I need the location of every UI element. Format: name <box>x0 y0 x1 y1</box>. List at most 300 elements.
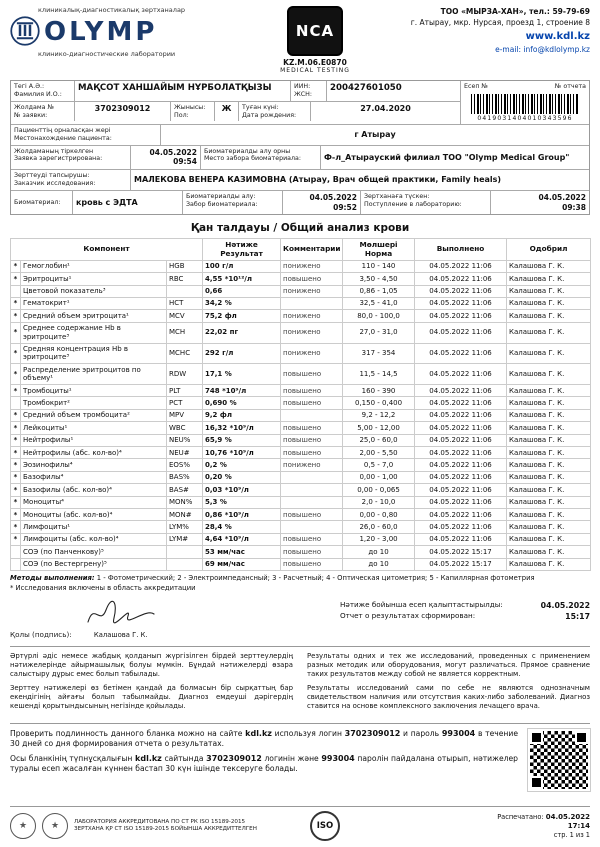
printed-date: 04.05.2022 <box>545 812 590 821</box>
norm-range: 1,20 - 3,00 <box>343 533 415 545</box>
result-value: 9,2 фл <box>203 409 281 421</box>
accreditation-note: * Исследования включены в область аккредитации <box>10 583 196 592</box>
component-code: LYM# <box>167 533 203 545</box>
header-approved: Одобрил <box>507 239 591 261</box>
component-code: NEU# <box>167 447 203 459</box>
result-comment: повышено <box>281 533 343 545</box>
component-code: PLT <box>167 385 203 397</box>
result-row <box>11 343 591 364</box>
performed-datetime: 04.05.2022 11:06 <box>415 434 507 446</box>
sampling-place-label: Биоматериалды алу орны Место забора биоматериала: <box>201 146 321 170</box>
approved-by: Калашова Г. К. <box>507 546 591 558</box>
component-name: Средний объем тромбоцита² <box>21 409 167 421</box>
approved-by: Калашова Г. К. <box>507 409 591 421</box>
header-norm: Мөлшері Норма <box>343 239 415 261</box>
component-name: Базофилы⁴ <box>21 471 167 483</box>
result-value: 0,86 *10⁹/л <box>203 509 281 521</box>
customer-value: МАЛЕКОВА ВЕНЕРА КАЗИМОВНА (Атырау, Врач общей практики, Family heals) <box>134 175 502 185</box>
norm-range: 9,2 - 12,2 <box>343 409 415 421</box>
component-name: Нейтрофилы (абс. кол-во)⁴ <box>21 447 167 459</box>
approved-by: Калашова Г. К. <box>507 260 591 272</box>
accreditation-star: * <box>11 310 21 322</box>
component-code: RDW <box>167 364 203 385</box>
result-row <box>11 409 591 421</box>
component-code: MCV <box>167 310 203 322</box>
registered-datetime: 04.05.2022 09:54 <box>131 146 201 170</box>
accreditation-star: * <box>11 447 21 459</box>
approved-by: Калашова Г. К. <box>507 285 591 297</box>
performed-datetime: 04.05.2022 11:06 <box>415 273 507 285</box>
results-table <box>10 238 591 571</box>
accreditation-star: * <box>11 364 21 385</box>
result-row <box>11 285 591 297</box>
component-name: Гемоглобин¹ <box>21 260 167 272</box>
header-comments: Комментарии <box>281 239 343 261</box>
component-code: HCT <box>167 297 203 309</box>
performed-datetime: 04.05.2022 11:06 <box>415 459 507 471</box>
patient-name-label: Тегі А.Ә.: Фамилия И.О.: <box>11 81 75 101</box>
component-code: NEU% <box>167 434 203 446</box>
result-comment: повышено <box>281 273 343 285</box>
norm-range: 0,00 - 0,065 <box>343 484 415 496</box>
approved-by: Калашова Г. К. <box>507 385 591 397</box>
referral-label: Жолдама № № заявки: <box>11 102 75 122</box>
header-result: Нәтиже Результат <box>203 239 281 261</box>
norm-range: 110 - 140 <box>343 260 415 272</box>
accreditation-star <box>11 285 21 297</box>
company-address: г. Атырау, мкр. Нурсая, проезд 1, строение 8 <box>410 18 590 28</box>
verification-text-kk: Осы бланкінің түпнұсқалығын kdl.kz сайтында 3702309012 логинін және 993004 паролін пайдалана отырып, нәтижелер туралы есеп жасалған күннен бастап 30 күн ішінде тексеруге болады. <box>10 753 518 774</box>
result-row <box>11 558 591 570</box>
disclaimers <box>10 652 590 716</box>
collection-datetime: 04.05.2022 09:52 <box>283 191 361 215</box>
performed-datetime: 04.05.2022 15:17 <box>415 558 507 570</box>
component-name: Эритроциты¹ <box>21 273 167 285</box>
result-comment: понижено <box>281 285 343 297</box>
component-code: BAS% <box>167 471 203 483</box>
result-row <box>11 521 591 533</box>
approved-by: Калашова Г. К. <box>507 422 591 434</box>
performed-datetime: 04.05.2022 11:06 <box>415 285 507 297</box>
norm-range: 160 - 390 <box>343 385 415 397</box>
norm-range: 0,00 - 1,00 <box>343 471 415 483</box>
result-row <box>11 533 591 545</box>
result-comment: повышено <box>281 397 343 409</box>
accreditation-star: * <box>11 509 21 521</box>
performed-datetime: 04.05.2022 11:06 <box>415 343 507 364</box>
component-name: Средняя концентрация Hb в эритроците³ <box>21 343 167 364</box>
result-row <box>11 260 591 272</box>
result-value: 28,4 % <box>203 521 281 533</box>
component-name: Нейтрофилы¹ <box>21 434 167 446</box>
accreditation-star <box>11 546 21 558</box>
accreditation-star <box>11 558 21 570</box>
referral-number: 3702309012 <box>75 102 171 122</box>
norm-range: до 10 <box>343 558 415 570</box>
component-code: MCH <box>167 322 203 343</box>
report-number-cell <box>461 81 589 124</box>
result-row <box>11 310 591 322</box>
component-name: Тромбоциты¹ <box>21 385 167 397</box>
component-code: MON# <box>167 509 203 521</box>
email-link: e-mail: info@kdlolymp.kz <box>495 44 590 54</box>
accreditation-star: * <box>11 422 21 434</box>
result-comment: повышено <box>281 558 343 570</box>
disclaimer-kazakh <box>10 652 293 716</box>
performed-datetime: 04.05.2022 11:06 <box>415 496 507 508</box>
performed-datetime: 04.05.2022 11:06 <box>415 521 507 533</box>
olymp-logo-block <box>10 6 230 58</box>
result-comment <box>281 409 343 421</box>
result-value: 22,02 пг <box>203 322 281 343</box>
accreditation-star: * <box>11 471 21 483</box>
accreditation-star: * <box>11 322 21 343</box>
norm-range: до 10 <box>343 546 415 558</box>
performed-datetime: 04.05.2022 11:06 <box>415 322 507 343</box>
result-value: 17,1 % <box>203 364 281 385</box>
component-code: RBC <box>167 273 203 285</box>
component-code: EOS% <box>167 459 203 471</box>
performed-datetime: 04.05.2022 15:17 <box>415 546 507 558</box>
component-name: Распределение эритроцитов по объему¹ <box>21 364 167 385</box>
accreditation-star: * <box>11 297 21 309</box>
result-comment: понижено <box>281 310 343 322</box>
norm-range: 0,150 - 0,400 <box>343 397 415 409</box>
component-code: MON% <box>167 496 203 508</box>
norm-range: 11,5 - 14,5 <box>343 364 415 385</box>
patient-info-grid <box>10 80 590 215</box>
accreditation-star: * <box>11 385 21 397</box>
result-comment: повышено <box>281 385 343 397</box>
result-row <box>11 496 591 508</box>
accreditation-statement: ЛАБОРАТОРИЯ АККРЕДИТОВАНА ПО СТ РК ISO 15189-2015 ЗЕРТХАНА ҚР СТ ISO 15189-2015 БОЙЫНША АККРЕДИТТЕЛГЕН <box>74 818 257 832</box>
header-performed: Выполнено <box>415 239 507 261</box>
approved-by: Калашова Г. К. <box>507 273 591 285</box>
performed-datetime: 04.05.2022 11:06 <box>415 385 507 397</box>
qr-finder-icon <box>530 776 543 789</box>
approved-by: Калашова Г. К. <box>507 471 591 483</box>
nca-accreditation-block <box>255 6 375 74</box>
approved-by: Калашова Г. К. <box>507 484 591 496</box>
result-comment <box>281 484 343 496</box>
printed-time: 17:14 <box>567 821 590 830</box>
accreditation-star: * <box>11 521 21 533</box>
accreditation-star: * <box>11 409 21 421</box>
component-code: MCHC <box>167 343 203 364</box>
website-link: www.kdl.kz <box>525 30 590 42</box>
component-name: СОЭ (по Вестергрену)⁵ <box>21 558 167 570</box>
printed-info <box>497 813 590 840</box>
norm-range: 27,0 - 31,0 <box>343 322 415 343</box>
result-comment: понижено <box>281 459 343 471</box>
iso-logo: ISO <box>310 811 340 841</box>
header-component: Компонент <box>11 239 203 261</box>
result-value: 5,3 % <box>203 496 281 508</box>
disclaimer-ru-1: Результаты одних и тех же исследований, проведенных с применением разных методик или оборудования, могут различаться. Прямое сравнение таких результатов между собой не является корректным. <box>307 651 590 678</box>
verification-text-ru: Проверить подлинность данного бланка можно на сайте kdl.kz используя логин 3702309012 и пароль 993004 в течение 30 дней со дня формирования отчета о результатах. <box>10 728 518 749</box>
result-value: 16,32 *10⁹/л <box>203 422 281 434</box>
component-name: Лимфоциты (абс. кол-во)⁴ <box>21 533 167 545</box>
sex-label: Жынысы: Пол: <box>171 102 215 122</box>
iin-label: ИИН: ЖСН: <box>291 81 327 101</box>
norm-range: 317 - 354 <box>343 343 415 364</box>
signature-section <box>10 600 590 639</box>
component-name: Лимфоциты¹ <box>21 521 167 533</box>
accreditation-star: * <box>11 496 21 508</box>
accreditation-star <box>11 397 21 409</box>
component-name: Средний объем эритроцита¹ <box>21 310 167 322</box>
component-code: PCT <box>167 397 203 409</box>
norm-range: 26,0 - 60,0 <box>343 521 415 533</box>
component-code: MPV <box>167 409 203 421</box>
printed-label: Распечатано: <box>497 812 544 821</box>
norm-range: 80,0 - 100,0 <box>343 310 415 322</box>
performed-datetime: 04.05.2022 11:06 <box>415 260 507 272</box>
result-comment: понижено <box>281 260 343 272</box>
verification-section <box>10 729 590 791</box>
accreditation-star: * <box>11 533 21 545</box>
divider <box>10 646 590 647</box>
customer-label: Зерттеуді тапсырушы: Заказчик исследования: <box>11 170 131 190</box>
component-code: HGB <box>167 260 203 272</box>
norm-range: 5,00 - 12,00 <box>343 422 415 434</box>
performed-datetime: 04.05.2022 11:06 <box>415 509 507 521</box>
result-comment: повышено <box>281 447 343 459</box>
result-row <box>11 397 591 409</box>
result-value: 292 г/л <box>203 343 281 364</box>
component-name: Моноциты (абс. кол-во)⁴ <box>21 509 167 521</box>
accreditation-star: * <box>11 273 21 285</box>
collection-label: Биоматериалды алу: Забор биоматериала: <box>183 191 283 215</box>
result-value: 748 *10⁹/л <box>203 385 281 397</box>
report-generated-block <box>340 600 590 623</box>
result-value: 0,2 % <box>203 459 281 471</box>
result-comment: повышено <box>281 422 343 434</box>
result-row <box>11 546 591 558</box>
norm-range: 2,00 - 5,50 <box>343 447 415 459</box>
result-comment: повышено <box>281 546 343 558</box>
sampling-place-value: Ф-л_Атырауский филиал ТОО "Olymp Medical Group" <box>324 152 570 162</box>
result-value: 53 мм/час <box>203 546 281 558</box>
signature-handwriting-icon <box>82 600 160 639</box>
birthdate-label: Туған күні: Дата рождения: <box>239 102 311 122</box>
result-value: 75,2 фл <box>203 310 281 322</box>
report-header <box>10 6 590 74</box>
result-comment <box>281 471 343 483</box>
norm-range: 0,86 - 1,05 <box>343 285 415 297</box>
footer-bar <box>10 806 590 841</box>
certificate-type: MEDICAL TESTING <box>280 67 350 74</box>
signer-name: Калашова Г. К. <box>93 630 148 639</box>
registered-label: Жолдаманың тіркелген Заявка зарегистрирована: <box>11 146 131 170</box>
component-code <box>167 546 203 558</box>
patient-location-label: Пациенттің орналасқан жері Местонахождение пациента: <box>11 125 161 145</box>
result-comment: повышено <box>281 434 343 446</box>
disclaimer-russian <box>307 652 590 716</box>
qr-code <box>528 729 590 791</box>
component-name: Гематокрит¹ <box>21 297 167 309</box>
result-row <box>11 364 591 385</box>
norm-range: 32,5 - 41,0 <box>343 297 415 309</box>
result-value: 69 мм/час <box>203 558 281 570</box>
approved-by: Калашова Г. К. <box>507 521 591 533</box>
result-comment: понижено <box>281 343 343 364</box>
result-comment: повышено <box>281 364 343 385</box>
component-name: Эозинофилы⁴ <box>21 459 167 471</box>
component-code <box>167 558 203 570</box>
certificate-number: KZ.M.06.E0870 <box>283 58 347 67</box>
performed-datetime: 04.05.2022 11:06 <box>415 484 507 496</box>
sex-value: Ж <box>215 102 239 122</box>
report-number-label-kk: Есеп № <box>464 83 488 90</box>
performed-datetime: 04.05.2022 11:06 <box>415 471 507 483</box>
approved-by: Калашова Г. К. <box>507 434 591 446</box>
accreditation-star: * <box>11 260 21 272</box>
methods-note <box>10 574 590 583</box>
component-name: Моноциты⁴ <box>21 496 167 508</box>
performed-datetime: 04.05.2022 11:06 <box>415 397 507 409</box>
result-row <box>11 434 591 446</box>
generated-label-ru: Отчет о результатах сформирован: <box>340 611 476 621</box>
accreditation-star: * <box>11 484 21 496</box>
result-comment <box>281 496 343 508</box>
report-barcode <box>471 94 579 114</box>
performed-datetime: 04.05.2022 11:06 <box>415 447 507 459</box>
approved-by: Калашова Г. К. <box>507 558 591 570</box>
lab-title-kk: клиникалық-диагностикалық зертханалар <box>38 6 186 14</box>
result-row <box>11 297 591 309</box>
component-name: Цветовой показатель³ <box>21 285 167 297</box>
generated-label-kk: Нәтиже бойынша есеп қалыптастырылды: <box>340 599 503 609</box>
result-row <box>11 447 591 459</box>
result-row <box>11 484 591 496</box>
approved-by: Калашова Г. К. <box>507 297 591 309</box>
methods-list: 1 - Фотометрический; 2 - Электроимпедансный; 3 - Расчетный; 4 - Оптическая цитометрия; 5 - Капиллярная фотометрия <box>94 573 535 582</box>
lab-title-ru: клинико-диагностические лаборатории <box>38 50 176 58</box>
approved-by: Калашова Г. К. <box>507 310 591 322</box>
result-comment <box>281 297 343 309</box>
company-name: ТОО «МЫРЗА-ХАН», тел.: 59-79-69 <box>440 7 590 16</box>
result-row <box>11 322 591 343</box>
generated-time: 15:17 <box>565 612 590 622</box>
approved-by: Калашова Г. К. <box>507 364 591 385</box>
result-row <box>11 509 591 521</box>
approved-by: Калашова Г. К. <box>507 322 591 343</box>
component-code: WBC <box>167 422 203 434</box>
performed-datetime: 04.05.2022 11:06 <box>415 297 507 309</box>
result-value: 10,76 *10⁹/л <box>203 447 281 459</box>
performed-datetime: 04.05.2022 11:06 <box>415 409 507 421</box>
result-row <box>11 422 591 434</box>
results-body <box>11 260 591 570</box>
divider <box>10 723 590 724</box>
accreditation-badge-icon: ★ <box>42 813 68 839</box>
result-value: 0,690 % <box>203 397 281 409</box>
report-number-value: 0419031404010343596 <box>477 114 573 122</box>
analysis-title: Қан талдауы / Общий анализ крови <box>190 222 410 235</box>
page-counter: стр. 1 из 1 <box>553 830 590 839</box>
lab-contacts <box>400 6 590 55</box>
nca-logo: NCA <box>287 6 343 56</box>
accreditation-star: * <box>11 343 21 364</box>
component-code: BAS# <box>167 484 203 496</box>
accreditation-star: * <box>11 434 21 446</box>
component-name: Базофилы (абс. кол-во)⁴ <box>21 484 167 496</box>
methods-label: Методы выполнения: <box>10 573 95 582</box>
signature-label: Қолы (подпись): <box>10 629 72 639</box>
approved-by: Калашова Г. К. <box>507 496 591 508</box>
result-comment: понижено <box>281 322 343 343</box>
result-comment <box>281 521 343 533</box>
norm-range: 0,5 - 7,0 <box>343 459 415 471</box>
received-label: Зертханаға түскен: Поступление в лабораторию: <box>361 191 491 215</box>
approved-by: Калашова Г. К. <box>507 459 591 471</box>
disclaimer-kk-1: Әртүрлі әдіс немесе жабдық қолданып жүргізілген бірдей зерттеулердің нәтижелерінде айырмашылық болуы мүмкін. Бұндай нәтижелерді өзара салыстыру дұрыс емес болып табылады. <box>10 651 293 678</box>
approved-by: Калашова Г. К. <box>507 397 591 409</box>
performed-datetime: 04.05.2022 11:06 <box>415 422 507 434</box>
result-value: 100 г/л <box>203 260 281 272</box>
performed-datetime: 04.05.2022 11:06 <box>415 533 507 545</box>
disclaimer-kk-2: Зерттеу нәтижелері өз бетімен қандай да болмасын бір сырқаттың бар екендігінің айғағы болып табылмайды. Диагноз емдеуші дәрігердің кешенді қорытындысының негізінде қойылады. <box>10 683 293 710</box>
norm-range: 0,00 - 0,80 <box>343 509 415 521</box>
patient-location-value: г Атырау <box>354 130 396 140</box>
result-value: 4,64 *10⁹/л <box>203 533 281 545</box>
component-name: Тромбокрит² <box>21 397 167 409</box>
patient-name-value: МАҚСОТ ХАНШАЙЫМ НҰРБОЛАТҚЫЗЫ <box>75 81 291 101</box>
norm-range: 25,0 - 60,0 <box>343 434 415 446</box>
results-header-row <box>11 239 591 261</box>
approved-by: Калашова Г. К. <box>507 533 591 545</box>
result-value: 0,03 *10⁹/л <box>203 484 281 496</box>
result-row <box>11 273 591 285</box>
accreditation-badge-icon: ★ <box>10 813 36 839</box>
biomaterial-value: кровь с ЭДТА <box>73 191 183 215</box>
result-row <box>11 471 591 483</box>
approved-by: Калашова Г. К. <box>507 509 591 521</box>
result-row <box>11 385 591 397</box>
generated-date: 04.05.2022 <box>540 600 590 610</box>
olymp-logo-text: OLYMP <box>44 17 158 47</box>
received-datetime: 04.05.2022 09:38 <box>538 192 586 212</box>
component-code <box>167 285 203 297</box>
component-name: СОЭ (по Панченкову)⁵ <box>21 546 167 558</box>
birthdate-value: 27.04.2020 <box>360 103 411 113</box>
performed-datetime: 04.05.2022 11:06 <box>415 364 507 385</box>
accreditation-star: * <box>11 459 21 471</box>
approved-by: Калашова Г. К. <box>507 447 591 459</box>
olymp-column-icon <box>10 16 40 48</box>
result-value: 4,55 *10¹²/л <box>203 273 281 285</box>
biomaterial-label: Биоматериал: <box>11 191 73 215</box>
qr-finder-icon <box>530 731 543 744</box>
norm-range: 3,50 - 4,50 <box>343 273 415 285</box>
result-row <box>11 459 591 471</box>
result-value: 0,20 % <box>203 471 281 483</box>
disclaimer-ru-2: Результаты исследований сами по себе не являются однозначным свидетельством наличия или отсутствия каких-либо заболеваний. Диагноз ставится на основе комплексного заключения лечащего врача. <box>307 683 590 710</box>
result-value: 0,66 <box>203 285 281 297</box>
result-comment: повышено <box>281 509 343 521</box>
performed-datetime: 04.05.2022 11:06 <box>415 310 507 322</box>
norm-range: 2,0 - 10,0 <box>343 496 415 508</box>
component-name: Среднее содержание Hb в эритроците³ <box>21 322 167 343</box>
result-value: 65,9 % <box>203 434 281 446</box>
approved-by: Калашова Г. К. <box>507 343 591 364</box>
result-value: 34,2 % <box>203 297 281 309</box>
report-number-label-ru: № отчета <box>554 83 586 90</box>
iin-value: 200427601050 <box>330 83 402 93</box>
component-name: Лейкоциты¹ <box>21 422 167 434</box>
component-code: LYM% <box>167 521 203 533</box>
